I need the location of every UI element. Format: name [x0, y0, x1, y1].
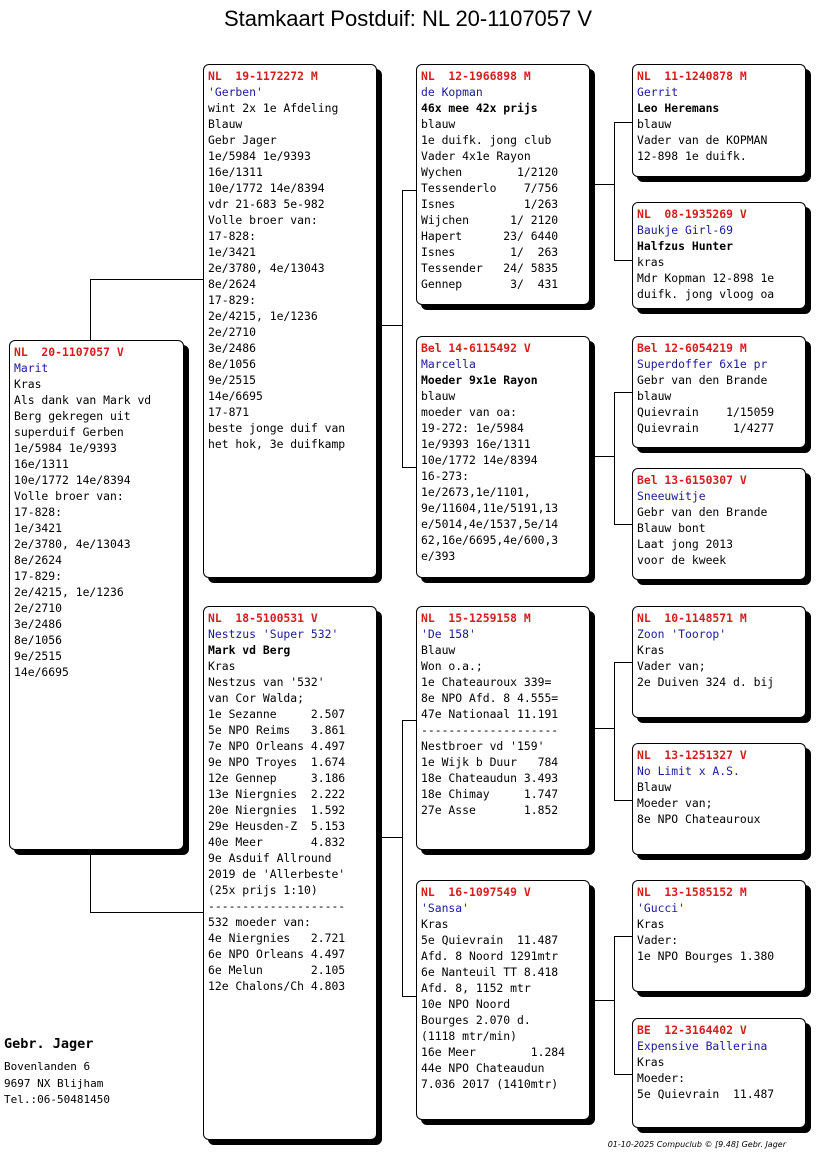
- pigeon-name: Superdoffer 6x1e pr: [637, 357, 768, 371]
- pigeon-name: 'Sansa': [421, 901, 470, 915]
- connector-line: [402, 720, 403, 996]
- pigeon-info-line: 2e Duiven 324 d. bij: [637, 675, 775, 689]
- pigeon-info-line: 8e/2624: [208, 277, 257, 291]
- connector-line: [90, 279, 91, 340]
- pigeon-name: Marcella: [421, 357, 476, 371]
- pigeon-name: No Limit x A.S.: [637, 764, 740, 778]
- ring-number: NL 13-1251327 V: [637, 748, 747, 762]
- pigeon-highlight: Halfzus Hunter: [637, 239, 734, 253]
- pigeon-info-line: 5e NPO Reims 3.861: [208, 723, 346, 737]
- pigeon-info-line: Berg gekregen uit: [14, 409, 131, 423]
- pigeon-name: 'Gerben': [208, 85, 263, 99]
- pigeon-info-line: 13e Niergnies 2.222: [208, 787, 346, 801]
- pigeon-info-line: (25x prijs 1:10): [208, 883, 318, 897]
- connector-line: [614, 524, 632, 525]
- pigeon-card-fmf[interactable]: [632, 336, 806, 448]
- pigeon-info-line: Vader van;: [637, 659, 706, 673]
- pigeon-info-line: 17-828:: [208, 229, 257, 243]
- pigeon-info-line: 17-829:: [14, 569, 63, 583]
- pigeon-info-line: Nestbroer vd '159': [421, 739, 545, 753]
- pigeon-info-line: Moeder:: [637, 1071, 686, 1085]
- connector-line: [402, 720, 416, 721]
- pigeon-card-father[interactable]: [203, 64, 377, 578]
- pigeon-info-line: 1e Wijk b Duur 784: [421, 755, 559, 769]
- pigeon-card-ffm[interactable]: [632, 202, 806, 309]
- owner-city: 9697 NX Blijham: [4, 1077, 104, 1090]
- pigeon-info-line: 3e/2486: [14, 617, 63, 631]
- pigeon-name: 'Gucci': [637, 901, 686, 915]
- pigeon-card-mother-father[interactable]: [416, 606, 590, 850]
- pigeon-name: Expensive Ballerina: [637, 1039, 768, 1053]
- pigeon-info-line: Vader van de KOPMAN: [637, 133, 768, 147]
- pigeon-info-line: het hok, 3e duifkamp: [208, 437, 346, 451]
- pigeon-info-line: 1e Chateauroux 339=: [421, 675, 552, 689]
- pigeon-highlight: Mark vd Berg: [208, 643, 291, 657]
- pigeon-info-line: 17-829:: [208, 293, 257, 307]
- pigeon-info-line: Won o.a.;: [421, 659, 483, 673]
- pigeon-info-line: Blauw: [421, 643, 456, 657]
- pigeon-info-line: 6e Melun 2.105: [208, 963, 346, 977]
- ring-number: NL 08-1935269 V: [637, 207, 747, 221]
- ring-number: BE 12-3164402 V: [637, 1023, 747, 1037]
- pigeon-info-line: e/5014,4e/1537,5e/14: [421, 517, 559, 531]
- pigeon-info-line: 44e NPO Chateaudun: [421, 1061, 545, 1075]
- pigeon-card-mff[interactable]: [632, 606, 806, 718]
- ring-number: NL 18-5100531 V: [208, 611, 318, 625]
- pigeon-card-fmm[interactable]: [632, 468, 806, 580]
- pigeon-card-father-mother[interactable]: [416, 336, 590, 578]
- pigeon-card-root[interactable]: [9, 340, 184, 850]
- connector-line: [614, 392, 615, 524]
- pigeon-info-line: 12-898 1e duifk.: [637, 149, 747, 163]
- pigeon-info-line: 4e Niergnies 2.721: [208, 931, 346, 945]
- pigeon-name: Zoon 'Toorop': [637, 627, 727, 641]
- connector-line: [614, 936, 632, 937]
- pigeon-info-line: Blauw: [637, 780, 672, 794]
- pigeon-info-line: 8e/2624: [14, 553, 63, 567]
- ring-number: Bel 12-6054219 M: [637, 341, 747, 355]
- connector-line: [614, 1074, 632, 1075]
- pigeon-card-father-father[interactable]: [416, 64, 590, 305]
- pigeon-info-line: Kras: [637, 643, 665, 657]
- pigeon-info-line: 20e Niergnies 1.592: [208, 803, 346, 817]
- pigeon-info-line: Isnes 1/ 263: [421, 245, 559, 259]
- pigeon-info-line: Gebr van den Brande: [637, 505, 768, 519]
- connector-line: [402, 996, 416, 997]
- pigeon-info-line: 6e Nanteuil TT 8.418: [421, 965, 559, 979]
- pigeon-info-line: 10e NPO Noord: [421, 997, 511, 1011]
- ring-number: NL 20-1107057 V: [14, 345, 124, 359]
- pigeon-info-line: 9e NPO Troyes 1.674: [208, 755, 346, 769]
- pigeon-info-line: Gebr Jager: [208, 133, 277, 147]
- ring-number: NL 19-1172272 M: [208, 69, 318, 83]
- connector-line: [614, 392, 632, 393]
- pigeon-info-line: Volle broer van:: [14, 489, 124, 503]
- pigeon-info-line: Wijchen 1/ 2120: [421, 213, 559, 227]
- page-title: Stamkaart Postduif: NL 20-1107057 V: [223, 6, 593, 31]
- connector-line: [380, 325, 402, 326]
- pigeon-info-line: 5e Quievrain 11.487: [421, 933, 559, 947]
- pigeon-info-line: 1e/2673,1e/1101,: [421, 485, 531, 499]
- owner-phone: Tel.:06-50481450: [4, 1093, 110, 1106]
- pigeon-info-line: 27e Asse 1.852: [421, 803, 559, 817]
- pigeon-info-line: Gennep 3/ 431: [421, 277, 559, 291]
- pigeon-info-line: 2e/3780, 4e/13043: [208, 261, 325, 275]
- pigeon-info-line: 40e Meer 4.832: [208, 835, 346, 849]
- pigeon-info-line: 19-272: 1e/5984: [421, 421, 524, 435]
- pigeon-info-line: Quievrain 1/4277: [637, 421, 775, 435]
- pigeon-info-line: 2e/3780, 4e/13043: [14, 537, 131, 551]
- pigeon-info-line: 17-871: [208, 405, 250, 419]
- pigeon-info-line: 5e Quievrain 11.487: [637, 1087, 775, 1101]
- owner-address: Bovenlanden 6: [4, 1060, 91, 1073]
- pigeon-card-mother[interactable]: [203, 606, 377, 1140]
- connector-line: [614, 936, 615, 1074]
- pigeon-highlight: Leo Heremans: [637, 101, 720, 115]
- pigeon-info-line: 10e/1772 14e/8394: [208, 181, 325, 195]
- pigeon-info-line: Kras: [14, 377, 42, 391]
- pigeon-info-line: Hapert 23/ 6440: [421, 229, 559, 243]
- ring-number: Bel 13-6150307 V: [637, 473, 747, 487]
- pigeon-info-line: Vader:: [637, 933, 679, 947]
- pigeon-info-line: 8e/1056: [14, 633, 63, 647]
- footer-credit: 01-10-2025 Compuclub © [9.48] Gebr. Jager: [607, 1140, 786, 1149]
- pigeon-name: Baukje Girl-69: [637, 223, 734, 237]
- connector-line: [592, 184, 614, 185]
- pigeon-info-line: 9e Asduif Allround: [208, 851, 332, 865]
- pigeon-info-line: Kras: [637, 917, 665, 931]
- connector-line: [592, 456, 614, 457]
- pigeon-info-line: e/393: [421, 549, 456, 563]
- connector-line: [614, 260, 632, 261]
- pigeon-info-line: duifk. jong vloog oa: [637, 287, 775, 301]
- pigeon-info-line: 1e/5984 1e/9393: [14, 441, 117, 455]
- connector-line: [614, 662, 615, 800]
- connector-line: [614, 662, 632, 663]
- connector-line: [90, 912, 204, 913]
- pigeon-info-line: moeder van oa:: [421, 405, 518, 419]
- pigeon-info-line: vdr 21-683 5e-982: [208, 197, 325, 211]
- pigeon-name: 'De 158': [421, 627, 476, 641]
- pigeon-info-line: 2e/2710: [208, 325, 257, 339]
- pigeon-info-line: Mdr Kopman 12-898 1e: [637, 271, 775, 285]
- pigeon-info-line: 3e/2486: [208, 341, 257, 355]
- pigeon-info-line: 18e Chateaudun 3.493: [421, 771, 559, 785]
- pigeon-info-line: 29e Heusden-Z 5.153: [208, 819, 346, 833]
- ring-number: NL 16-1097549 V: [421, 885, 531, 899]
- pigeon-info-line: Afd. 8, 1152 mtr: [421, 981, 531, 995]
- pigeon-info-line: blauw: [637, 389, 672, 403]
- pigeon-info-line: 10e/1772 14e/8394: [14, 473, 131, 487]
- pigeon-info-line: --------------------: [421, 723, 559, 737]
- connector-line: [614, 122, 615, 260]
- pigeon-info-line: Volle broer van:: [208, 213, 318, 227]
- ring-number: NL 10-1148571 M: [637, 611, 747, 625]
- pigeon-info-line: Kras: [421, 917, 449, 931]
- connector-line: [402, 190, 403, 467]
- pigeon-name: Sneeuwitje: [637, 489, 706, 503]
- pigeon-info-line: 14e/6695: [14, 665, 69, 679]
- pigeon-info-line: Moeder van;: [637, 796, 713, 810]
- pigeon-card-fff[interactable]: [632, 64, 806, 177]
- pigeon-card-mmm[interactable]: [632, 1018, 806, 1128]
- pigeon-info-line: blauw: [637, 117, 672, 131]
- pigeon-name: Nestzus 'Super 532': [208, 627, 339, 641]
- pigeon-highlight: Moeder 9x1e Rayon: [421, 373, 538, 387]
- pigeon-info-line: 7.036 2017 (1410mtr): [421, 1077, 559, 1091]
- pigeon-info-line: 14e/6695: [208, 389, 263, 403]
- pigeon-info-line: 10e/1772 14e/8394: [421, 453, 538, 467]
- pigeon-info-line: van Cor Walda;: [208, 691, 305, 705]
- pigeon-info-line: 18e Chimay 1.747: [421, 787, 559, 801]
- pigeon-info-line: Als dank van Mark vd: [14, 393, 152, 407]
- pigeon-info-line: blauw: [421, 389, 456, 403]
- pigeon-info-line: Tessenderlo 7/756: [421, 181, 559, 195]
- pigeon-info-line: Bourges 2.070 d.: [421, 1013, 531, 1027]
- pigeon-info-line: beste jonge duif van: [208, 421, 346, 435]
- connector-line: [592, 728, 614, 729]
- pigeon-info-line: Quievrain 1/15059: [637, 405, 775, 419]
- ring-number: NL 15-1259158 M: [421, 611, 531, 625]
- connector-line: [614, 122, 632, 123]
- pigeon-info-line: 2e/2710: [14, 601, 63, 615]
- pigeon-info-line: --------------------: [208, 899, 346, 913]
- pigeon-info-line: 2019 de 'Allerbeste': [208, 867, 346, 881]
- pigeon-info-line: 12e Gennep 3.186: [208, 771, 346, 785]
- pigeon-info-line: wint 2x 1e Afdeling: [208, 101, 339, 115]
- pigeon-info-line: 1e/3421: [14, 521, 63, 535]
- connector-line: [380, 837, 402, 838]
- pigeon-info-line: 12e Chalons/Ch 4.803: [208, 979, 346, 993]
- connector-line: [402, 467, 416, 468]
- connector-line: [90, 850, 91, 912]
- pigeon-card-mother-mother[interactable]: [416, 880, 590, 1120]
- pigeon-info-line: 1e/5984 1e/9393: [208, 149, 311, 163]
- pigeon-info-line: 9e/2515: [208, 373, 257, 387]
- pigeon-info-line: Kras: [208, 659, 236, 673]
- connector-line: [614, 800, 632, 801]
- pigeon-info-line: kras: [637, 255, 665, 269]
- pigeon-card-mmf[interactable]: [632, 880, 806, 992]
- pigeon-info-line: 16e/1311: [208, 165, 263, 179]
- pigeon-info-line: Isnes 1/263: [421, 197, 559, 211]
- pigeon-info-line: Afd. 8 Noord 1291mtr: [421, 949, 559, 963]
- ring-number: NL 12-1966898 M: [421, 69, 531, 83]
- pigeon-info-line: blauw: [421, 117, 456, 131]
- pigeon-name: de Kopman: [421, 85, 483, 99]
- connector-line: [592, 1000, 614, 1001]
- pigeon-info-line: 1e NPO Bourges 1.380: [637, 949, 775, 963]
- pigeon-info-line: 8e NPO Afd. 8 4.555=: [421, 691, 559, 705]
- pigeon-info-line: Kras: [637, 1055, 665, 1069]
- pigeon-info-line: Wychen 1/2120: [421, 165, 559, 179]
- pigeon-card-mfm[interactable]: [632, 743, 806, 855]
- pigeon-info-line: Tessender 24/ 5835: [421, 261, 559, 275]
- pigeon-info-line: Nestzus van '532': [208, 675, 325, 689]
- pigeon-info-line: 1e duifk. jong club: [421, 133, 552, 147]
- pigeon-info-line: 7e NPO Orleans 4.497: [208, 739, 346, 753]
- pigeon-info-line: 16-273:: [421, 469, 470, 483]
- pigeon-info-line: 6e NPO Orleans 4.497: [208, 947, 346, 961]
- pigeon-info-line: 1e/9393 16e/1311: [421, 437, 531, 451]
- pigeon-info-line: 2e/4215, 1e/1236: [14, 585, 124, 599]
- pigeon-info-line: Laat jong 2013: [637, 537, 734, 551]
- pigeon-info-line: 8e NPO Chateaurouх: [637, 812, 761, 826]
- pigeon-info-line: 1e/3421: [208, 245, 257, 259]
- owner-name: Gebr. Jager: [4, 1036, 94, 1052]
- pigeon-info-line: 62,16e/6695,4e/600,3: [421, 533, 559, 547]
- pigeon-info-line: 16e/1311: [14, 457, 69, 471]
- connector-line: [90, 279, 204, 280]
- pigeon-info-line: superduif Gerben: [14, 425, 124, 439]
- ring-number: NL 11-1240878 M: [637, 69, 747, 83]
- pigeon-info-line: 1e Sezanne 2.507: [208, 707, 346, 721]
- pigeon-info-line: 9e/11604,11e/5191,13: [421, 501, 559, 515]
- pigeon-info-line: 9e/2515: [14, 649, 63, 663]
- pigeon-highlight: 46x mee 42x prijs: [421, 101, 538, 115]
- pigeon-info-line: 47e Nationaal 11.191: [421, 707, 559, 721]
- pigeon-info-line: 2e/4215, 1e/1236: [208, 309, 318, 323]
- ring-number: Bel 14-6115492 V: [421, 341, 531, 355]
- pigeon-info-line: Blauw bont: [637, 521, 706, 535]
- pigeon-info-line: Gebr van den Brande: [637, 373, 768, 387]
- pigeon-info-line: Vader 4x1e Rayon: [421, 149, 531, 163]
- pigeon-name: Gerrit: [637, 85, 679, 99]
- connector-line: [402, 190, 416, 191]
- pigeon-info-line: 532 moeder van:: [208, 915, 311, 929]
- pigeon-info-line: voor de kweek: [637, 553, 727, 567]
- pigeon-name: Marit: [14, 361, 49, 375]
- pigeon-info-line: Blauw: [208, 117, 243, 131]
- pigeon-info-line: 8e/1056: [208, 357, 257, 371]
- pigeon-info-line: (1118 mtr/min): [421, 1029, 518, 1043]
- pigeon-info-line: 17-828:: [14, 505, 63, 519]
- pigeon-info-line: 16e Meer 1.284: [421, 1045, 566, 1059]
- ring-number: NL 13-1585152 M: [637, 885, 747, 899]
